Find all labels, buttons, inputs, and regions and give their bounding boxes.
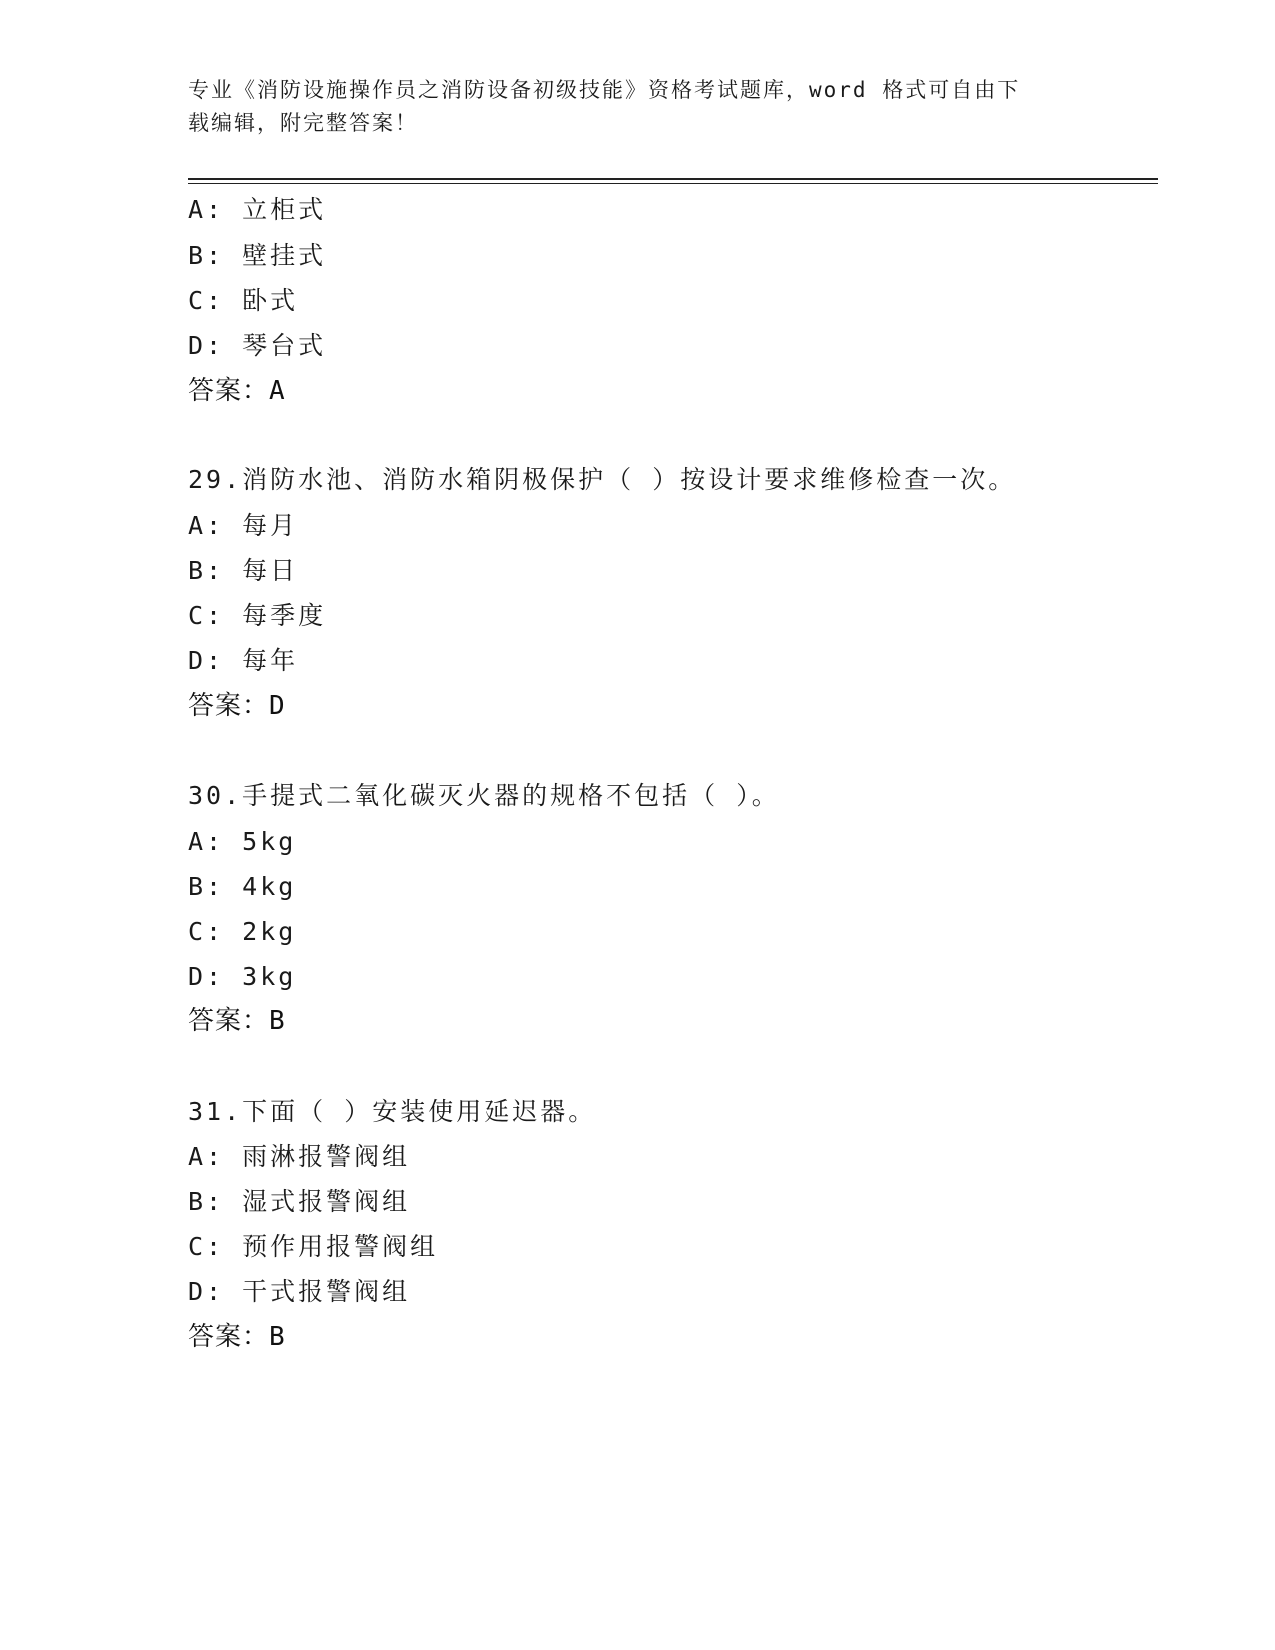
option-d: D: 每年 (188, 646, 299, 675)
question-stem: 29.消防水池、消防水箱阴极保护（ ）按设计要求维修检查一次。 (188, 465, 1017, 494)
option-c: C: 2kg (188, 917, 297, 946)
option-d: D: 3kg (188, 962, 297, 991)
header-line-1: 专业《消防设施操作员之消防设备初级技能》资格考试题库，word 格式可自由下 (188, 78, 1021, 102)
option-a: A: 立柜式 (188, 195, 327, 224)
option-b: B: 4kg (188, 872, 297, 901)
option-c: C: 预作用报警阀组 (188, 1232, 439, 1261)
answer-label: 答案： (188, 691, 270, 721)
header-divider-thin (188, 183, 1158, 184)
option-a: A: 每月 (188, 511, 299, 540)
question-stem: 30.手提式二氧化碳灭火器的规格不包括（ ）。 (188, 781, 780, 810)
answer-line (188, 690, 286, 722)
option-c: C: 每季度 (188, 601, 327, 630)
question-stem: 31.下面（ ）安装使用延迟器。 (188, 1097, 597, 1126)
answer-value: D (269, 691, 286, 721)
option-d: D: 琴台式 (188, 331, 327, 360)
option-b: B: 湿式报警阀组 (188, 1187, 411, 1216)
answer-label: 答案： (188, 1006, 270, 1036)
answer-line (188, 1005, 286, 1037)
option-a: A: 5kg (188, 827, 297, 856)
answer-value: A (269, 376, 286, 406)
answer-line (188, 1321, 286, 1353)
answer-label: 答案： (188, 1322, 270, 1352)
answer-value: B (269, 1006, 286, 1036)
option-c: C: 卧式 (188, 286, 299, 315)
option-a: A: 雨淋报警阀组 (188, 1142, 411, 1171)
option-b: B: 壁挂式 (188, 241, 327, 270)
header-line-2: 载编辑，附完整答案！ (188, 111, 418, 135)
answer-line (188, 375, 286, 407)
header-divider-thick (188, 178, 1158, 180)
answer-label: 答案： (188, 376, 270, 406)
answer-value: B (269, 1322, 286, 1352)
option-d: D: 干式报警阀组 (188, 1277, 411, 1306)
document-header (188, 74, 1088, 140)
option-b: B: 每日 (188, 556, 299, 585)
